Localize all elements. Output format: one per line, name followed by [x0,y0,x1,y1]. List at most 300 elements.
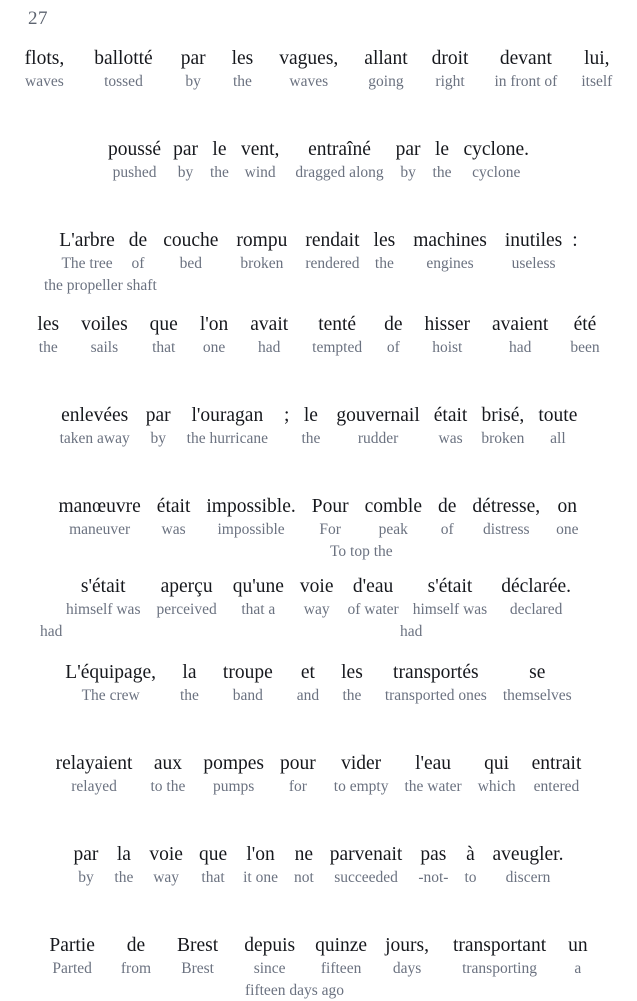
word-pair [74,842,99,889]
source-word: jours, [385,935,429,956]
source-word: avait [250,314,289,335]
word-pair [203,751,264,798]
source-word: les [37,314,60,335]
gloss-word: of [131,255,145,272]
word-pair [315,933,367,980]
source-word: depuis [244,935,296,956]
gloss-word: of [386,339,400,356]
source-word: l'eau [415,753,452,774]
word-pair [532,751,582,798]
source-word: aveugler. [492,844,564,865]
word-pair [94,46,152,93]
gloss-word: Brest [181,960,214,977]
word-pair [146,403,171,450]
source-word: les [373,230,396,251]
word-pair [493,842,564,889]
word-pair [66,574,140,621]
source-word: et [300,662,315,683]
gloss-word: by [150,430,166,447]
word-pair [312,312,362,359]
source-word: voie [299,576,334,597]
word-pair [556,494,578,541]
gloss-word: the [179,687,199,704]
source-word: qui [484,753,510,774]
paragraph-gap [0,707,637,751]
word-pair [505,228,562,275]
gloss-word: dragged along [295,164,384,181]
gloss-word: hoist [432,339,463,356]
gloss-word: entered [533,778,580,795]
secondary-gloss-row [0,980,637,1001]
source-word: s'était [427,576,473,597]
interlinear-line [0,751,637,798]
source-word: de [128,230,148,251]
word-pair [250,312,288,359]
word-pair [187,403,268,450]
interlinear-line [0,137,637,184]
word-pair [434,403,468,450]
word-pair [301,403,320,450]
source-word: était [433,405,468,426]
gloss-word: For [319,521,341,538]
source-word: comble [364,496,423,517]
word-pair [300,574,334,621]
word-pair [56,751,133,798]
word-pair [223,660,273,707]
source-word: était [156,496,191,517]
word-pair [570,312,599,359]
paragraph-gap [0,184,637,228]
source-word: toute [538,405,578,426]
word-pair [243,842,278,889]
word-pair [37,312,59,359]
secondary-gloss-row [0,541,637,562]
gloss-word: discern [505,869,551,886]
word-pair [244,933,295,980]
gloss-word: one [202,339,226,356]
gloss-word: from [120,960,152,977]
word-pair [297,660,319,707]
gloss-word: the hurricane [186,430,269,447]
word-pair [425,312,471,359]
source-word: impossible. [206,496,296,517]
interlinear-line [0,46,637,93]
gloss-word: himself was [66,601,141,618]
word-pair [206,494,295,541]
source-word: par [73,844,99,865]
word-pair [492,312,548,359]
word-pair [463,137,529,184]
word-pair [181,46,206,93]
secondary-gloss-row [0,621,637,642]
word-pair [472,494,540,541]
source-word: avaient [492,314,549,335]
source-word: voie [149,844,183,865]
secondary-gloss-word: had [400,623,423,640]
gloss-word: by [177,164,194,181]
secondary-gloss-row [0,275,637,296]
word-pair [163,228,218,275]
word-pair [294,842,314,889]
gloss-word: the [432,164,452,181]
gloss-word: which [477,778,516,795]
gloss-word: The crew [81,687,140,704]
word-pair [210,137,229,184]
gloss-word: taken away [59,430,130,447]
gloss-word: in front of [494,73,558,90]
gloss-word: waves [25,73,64,90]
word-pair [538,403,577,450]
word-pair [413,574,487,621]
word-pair [433,137,452,184]
gloss-word: it one [243,869,278,886]
word-pair [572,228,577,253]
source-word: troupe [222,662,273,683]
gloss-word: bed [179,255,202,272]
source-word: l'on [199,314,229,335]
source-word: le [303,405,318,426]
interlinear-line [0,228,637,275]
gloss-word: the [301,430,321,447]
gloss-word: peak [378,521,408,538]
gloss-word: -not- [418,869,449,886]
gloss-word: the [232,73,252,90]
source-word: pompes [203,753,265,774]
word-pair [236,228,287,275]
source-word: Brest [177,935,219,956]
source-word: été [573,314,597,335]
source-word: l'on [246,844,275,865]
gloss-word: going [368,73,404,90]
gloss-word: the [342,687,362,704]
source-word: Partie [49,935,95,956]
word-pair [418,842,448,889]
source-word: vagues, [279,48,339,69]
gloss-word: the [210,164,229,181]
source-word: inutiles [504,230,563,251]
secondary-gloss-word: the propeller shaft [44,277,157,294]
word-pair [501,574,571,621]
gloss-word: maneuver [69,521,131,538]
page-number: 27 [28,8,48,29]
word-pair [121,933,151,980]
word-pair [432,46,469,93]
gloss-word: tossed [104,73,143,90]
source-word: par [395,139,421,160]
source-word: vider [341,753,382,774]
source-word: que [149,314,178,335]
word-pair [464,842,476,889]
word-pair [481,403,524,450]
interlinear-line [0,933,637,980]
gloss-word: itself [581,73,613,90]
source-word: un [568,935,588,956]
source-word: l'ouragan [191,405,264,426]
word-pair [334,751,389,798]
word-pair [157,494,191,541]
source-word: à [466,844,475,865]
source-word: manœuvre [58,496,141,517]
paragraph-gap [0,450,637,494]
source-word: hisser [424,314,471,335]
word-pair [503,660,572,707]
gloss-word: rudder [357,430,399,447]
word-pair [478,751,516,798]
word-pair [200,312,228,359]
gloss-word: the [38,339,58,356]
source-word: devant [499,48,552,69]
source-word: brisé, [481,405,525,426]
word-pair [581,46,612,93]
word-pair [347,574,398,621]
source-word: Pour [311,496,349,517]
secondary-gloss-word: had [40,623,63,640]
source-word: transportant [452,935,547,956]
gloss-word: days [392,960,422,977]
word-pair [438,494,456,541]
gloss-word: wind [244,164,276,181]
word-pair [173,137,198,184]
source-word: gouvernail [336,405,420,426]
source-word: par [173,139,198,160]
source-word: s'était [80,576,126,597]
gloss-word: band [232,687,263,704]
source-word: parvenait [329,844,403,865]
gloss-word: impossible [217,521,285,538]
paragraph-gap [0,798,637,842]
gloss-word: pushed [112,164,157,181]
gloss-word: since [253,960,286,977]
source-word: d'eau [352,576,394,597]
word-pair [177,933,218,980]
word-pair [364,46,407,93]
source-word: cyclone. [463,139,529,160]
gloss-word: rendered [305,255,360,272]
source-word: enlevées [61,405,129,426]
source-word: quinze [315,935,368,956]
paragraph-gap [0,562,637,574]
gloss-word: not [293,869,314,886]
gloss-word: by [400,164,416,181]
word-pair [114,842,133,889]
word-pair [374,228,396,275]
gloss-word: cyclone [472,164,521,181]
gloss-word: perceived [156,601,217,618]
gloss-word: by [78,869,94,886]
gloss-word: for [288,778,307,795]
source-word: que [198,844,228,865]
paragraph-gap [0,296,637,312]
interlinear-text-body [0,46,637,1001]
gloss-word: transporting [462,960,537,977]
source-word: droit [431,48,469,69]
source-word: aux [153,753,182,774]
gloss-word: had [508,339,532,356]
gloss-word: by [185,73,201,90]
word-pair [150,751,185,798]
gloss-word: useless [511,255,556,272]
gloss-word: the [114,869,134,886]
source-word: entrait [531,753,582,774]
gloss-word: way [153,869,180,886]
gloss-word: was [161,521,186,538]
interlinear-line [0,312,637,359]
word-pair [149,842,183,889]
gloss-word: to empty [333,778,389,795]
gloss-word: transported ones [384,687,487,704]
source-word: par [180,48,206,69]
source-word: le [212,139,227,160]
word-pair [284,403,289,428]
gloss-word: to the [150,778,186,795]
source-word: machines [413,230,487,251]
source-word: de [126,935,146,956]
gloss-word: Parted [52,960,92,977]
gloss-word: The tree [61,255,113,272]
word-pair [385,660,487,707]
paragraph-gap [0,359,637,403]
word-pair [199,842,227,889]
paragraph-gap [0,642,637,660]
gloss-word: broken [481,430,525,447]
source-word: ne [294,844,314,865]
gloss-word: fifteen [320,960,362,977]
source-word: les [231,48,254,69]
word-pair [413,228,487,275]
source-word: lui, [584,48,610,69]
word-pair [336,403,419,450]
word-pair [295,137,383,184]
word-pair [59,228,114,275]
word-pair [312,494,349,541]
word-pair [108,137,161,184]
source-word: par [145,405,171,426]
gloss-word: that [152,339,176,356]
source-word: ; [284,405,290,426]
source-word: couche [163,230,219,251]
gloss-word: way [303,601,330,618]
gloss-word: one [556,521,579,538]
word-pair [385,933,429,980]
gloss-word: had [258,339,281,356]
word-pair [129,228,147,275]
source-word: vent, [240,139,280,160]
word-pair [279,46,338,93]
secondary-gloss-word: To top the [330,543,393,560]
gloss-word: the [374,255,394,272]
source-word: de [384,314,403,335]
word-pair [25,46,65,93]
paragraph-gap [0,93,637,137]
word-pair [330,842,403,889]
source-word: rompu [236,230,288,251]
gloss-word: themselves [502,687,572,704]
source-word: la [116,844,131,865]
gloss-word: waves [289,73,329,90]
word-pair [494,46,557,93]
word-pair [49,933,94,980]
word-pair [365,494,422,541]
word-pair [241,137,279,184]
secondary-gloss-word: fifteen days ago [245,982,344,999]
word-pair [341,660,363,707]
gloss-word: declared [509,601,563,618]
source-word: ballotté [94,48,153,69]
source-word: aperçu [160,576,213,597]
word-pair [150,312,178,359]
gloss-word: and [296,687,320,704]
gloss-word: that a [241,601,276,618]
source-word: tenté [318,314,357,335]
interlinear-line [0,574,637,621]
source-word: L'équipage, [65,662,156,683]
gloss-word: that [201,869,225,886]
source-word: le [434,139,450,160]
source-word: déclarée. [501,576,571,597]
gloss-word: succeeded [334,869,398,886]
interlinear-line [0,842,637,889]
word-pair [396,137,421,184]
word-pair [453,933,546,980]
word-pair [156,574,216,621]
gloss-word: a [574,960,582,977]
source-word: pour [280,753,316,774]
word-pair [180,660,199,707]
gloss-word: pumps [213,778,255,795]
word-pair [81,312,128,359]
word-pair [65,660,156,707]
source-word: flots, [24,48,65,69]
gloss-word: sails [90,339,119,356]
interlinear-line [0,403,637,450]
word-pair [60,403,130,450]
gloss-word: himself was [412,601,488,618]
gloss-word: relayed [71,778,117,795]
source-word: relayaient [55,753,133,774]
gloss-word: engines [426,255,474,272]
source-word: L'arbre [59,230,115,251]
source-word: rendait [305,230,360,251]
word-pair [305,228,359,275]
interlinear-line [0,660,637,707]
interlinear-line [0,494,637,541]
source-word: allant [364,48,408,69]
gloss-word: of [440,521,454,538]
source-word: la [182,662,197,683]
paragraph-gap [0,889,637,933]
source-word: : [572,230,578,251]
word-pair [280,751,316,798]
source-word: transportés [393,662,479,683]
gloss-word: broken [240,255,284,272]
gloss-word: to [464,869,477,886]
gloss-word: been [570,339,600,356]
word-pair [384,312,402,359]
source-word: se [529,662,546,683]
gloss-word: all [550,430,566,447]
word-pair [404,751,461,798]
gloss-word: was [438,430,463,447]
source-word: pas [420,844,447,865]
source-word: on [557,496,578,517]
source-word: voiles [81,314,128,335]
gloss-word: right [435,73,465,90]
word-pair [232,46,254,93]
source-word: de [438,496,457,517]
source-word: les [341,662,363,683]
source-word: entraîné [308,139,371,160]
source-word: qu'une [232,576,284,597]
